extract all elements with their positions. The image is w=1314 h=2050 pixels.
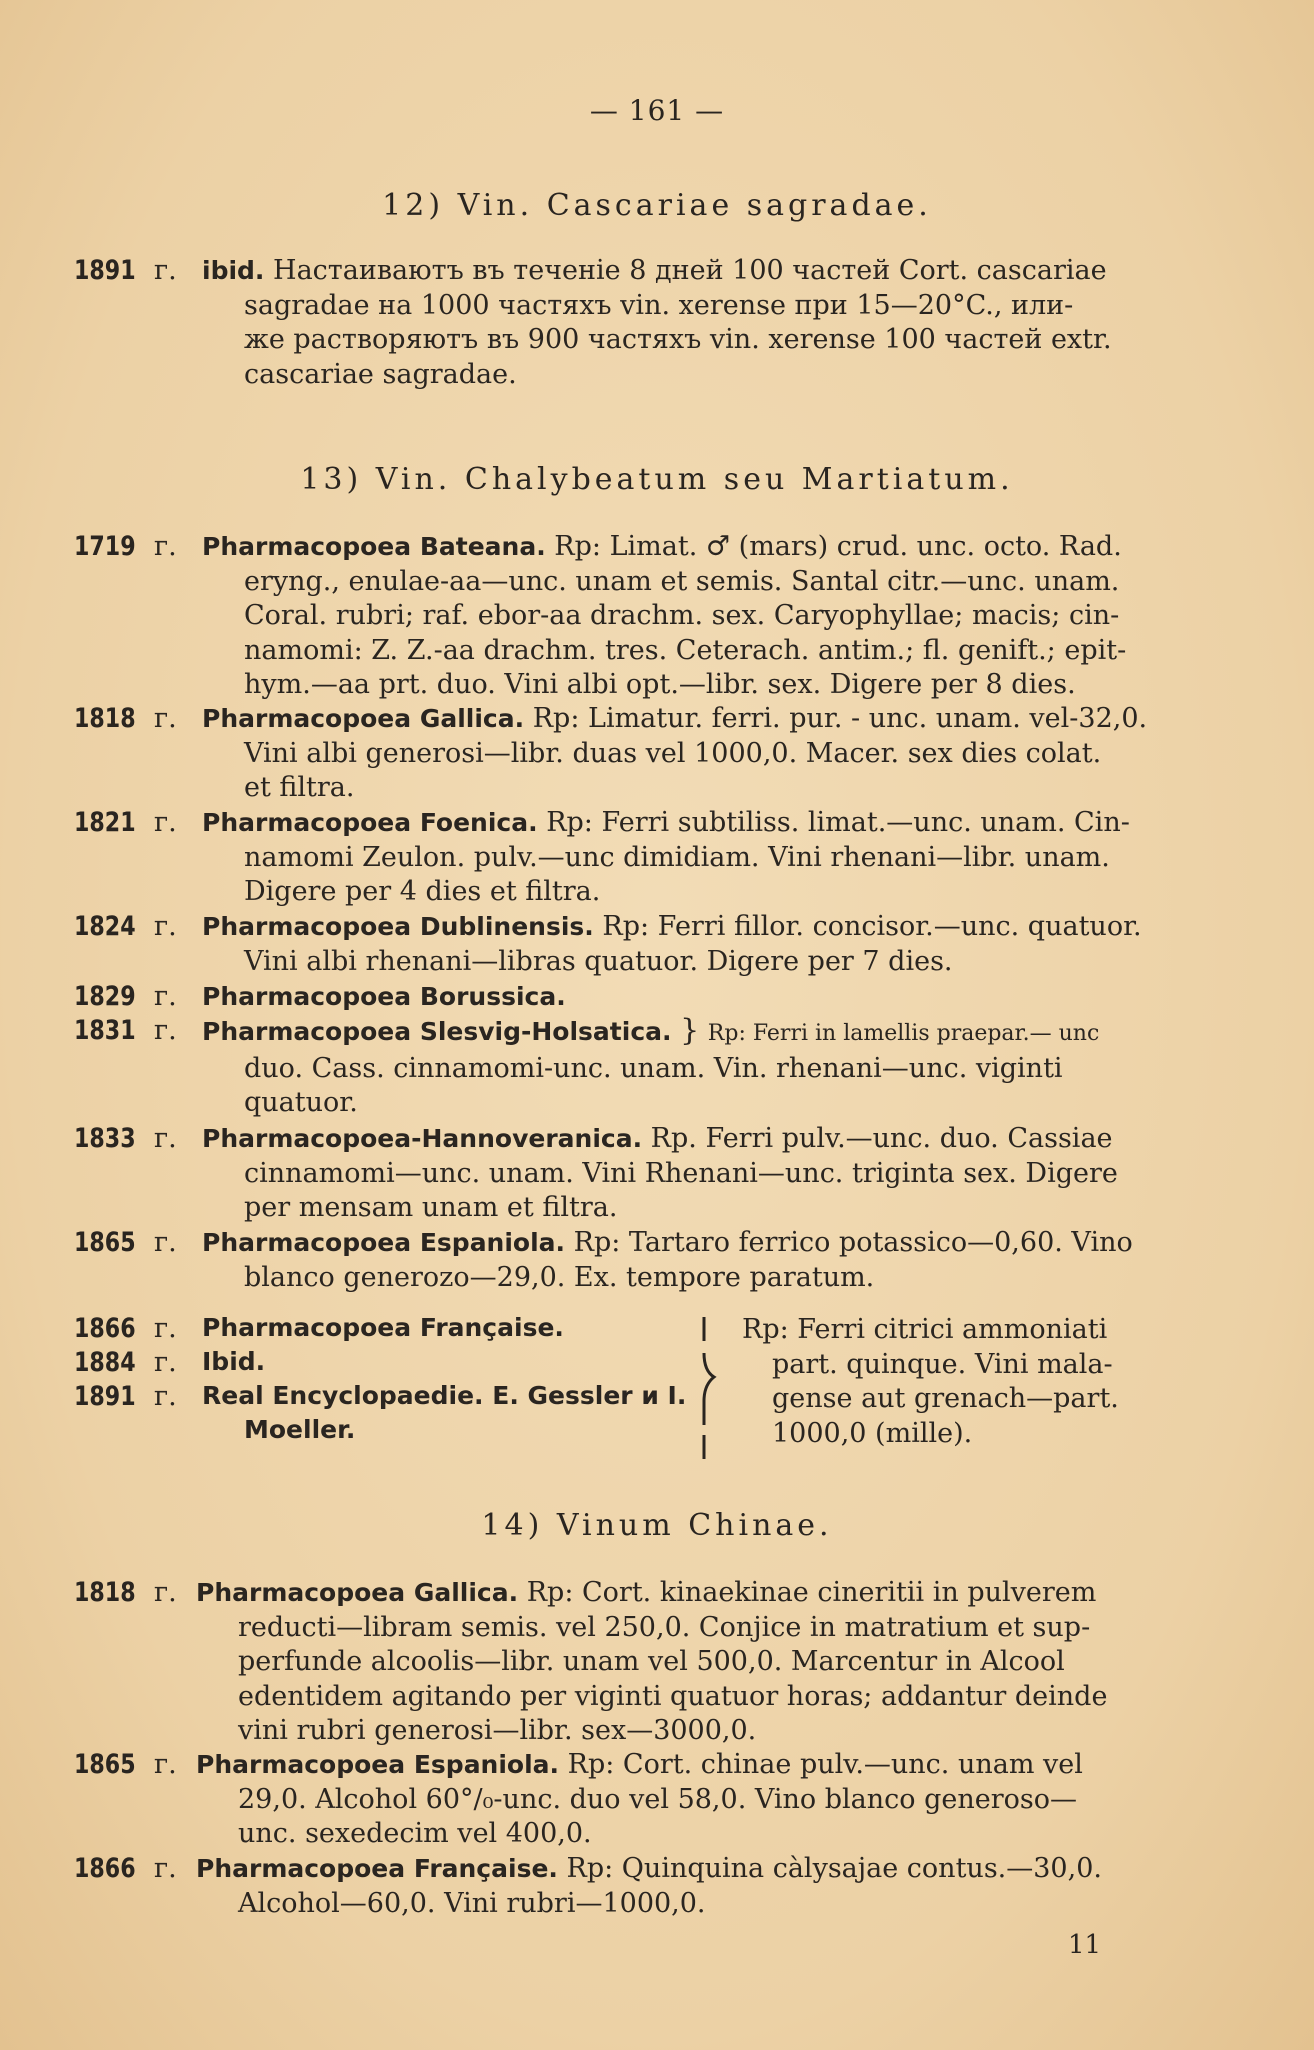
entry-year: 1821 [74, 807, 136, 838]
entry-source: Pharmacopoea Dublinensis. [202, 912, 594, 941]
entry-source: Pharmacopoea Gallica. [202, 704, 525, 733]
entry-text: duo. Cass. cinnamomi-unc. unam. Vin. rhenani—unc. viginti [244, 1052, 1063, 1084]
entry-text: Rp: Ferri citrici ammoniati [742, 1314, 1108, 1345]
entry-year: 1891 [74, 255, 136, 286]
entry-text: gense aut grenach—part. [772, 1383, 1119, 1414]
entry-g: г. [154, 981, 177, 1012]
entry-year: 1866 [74, 1853, 136, 1884]
entry-text: Rp: Quinquina càlysajae contus.—30,0. [566, 1853, 1102, 1884]
entry-source: Pharmacopoea Borussica. [202, 982, 566, 1011]
entry-text: Rp: Limatur. ferri. pur. - unc. unam. vel-32,0. [532, 703, 1148, 734]
entry-1824-dublinensis [74, 910, 1174, 979]
entry-text: Rp: Cort. chinae pulv.—unc. unam vel [567, 1749, 1083, 1780]
entry-year: 1818 [74, 703, 136, 734]
entry-1818-gallica [74, 702, 1174, 806]
entry-g: г. [154, 1347, 177, 1378]
entry-1865-espaniola [74, 1226, 1174, 1295]
entry-year: 1831 [74, 1015, 136, 1046]
section-title-12: 12) Vin. Cascariae sagradae. [382, 188, 932, 223]
entry-g: г. [154, 703, 177, 734]
entry-text: perfunde alcoolis—libr. unam vel 500,0. Marcentur in Alcool [238, 1646, 1065, 1677]
entry-year: 1891 [74, 1381, 136, 1412]
entry-year: 1829 [74, 981, 136, 1012]
entry-1833-hannoveranica [74, 1122, 1174, 1226]
entry-source: Pharmacopoea Française. [196, 1854, 558, 1883]
entry-year: 1865 [74, 1749, 136, 1780]
entry-g: г. [154, 531, 177, 562]
entry-1865-espaniola-chinae [74, 1748, 1174, 1852]
entry-source: Pharmacopoea Gallica. [196, 1578, 519, 1607]
entry-1818-gallica-chinae [74, 1576, 1174, 1749]
entry-text: Rp: Cort. kinaekinae cineritii in pulverem [526, 1577, 1097, 1608]
entry-text: sagradae на 1000 частяхъ vin. xerense при 15—20°C., или- [244, 289, 1074, 321]
entry-year: 1833 [74, 1123, 136, 1154]
entry-g: г. [154, 1123, 177, 1154]
entry-text: et filtra. [244, 772, 355, 803]
entry-text: Rp: Ferri in lamellis praepar.— unc [707, 1021, 1100, 1046]
page-number: — 161 — [589, 94, 725, 127]
entry-g: г. [154, 1853, 177, 1884]
entry-text: Настаиваютъ въ теченіе 8 дней 100 частей Cort. cascariae [273, 255, 1107, 286]
entry-source: ibid. [202, 256, 265, 285]
entry-text: Rp: Tartaro ferrico potassico—0,60. Vino [573, 1227, 1133, 1258]
entry-text: unc. sexedecim vel 400,0. [238, 1818, 592, 1849]
signature-number: 11 [1068, 1930, 1102, 1960]
brace-icon [694, 1313, 734, 1463]
entry-g: г. [154, 1313, 177, 1344]
entry-text: namomi: Z. Z.-aa drachm. tres. Ceterach. antim.; fl. genift.; epit- [244, 634, 1127, 666]
entry-year: 1719 [74, 531, 136, 562]
entry-g: г. [154, 1227, 177, 1258]
entry-g: г. [154, 1015, 177, 1046]
entry-g: г. [154, 911, 177, 942]
entry-text: Digere per 4 dies et filtra. [244, 876, 601, 907]
entry-source: Moeller. [244, 1415, 356, 1444]
entry-source: Real Encyclopaedie. E. Gessler и I. [202, 1381, 687, 1410]
entry-text: quatuor. [244, 1087, 358, 1118]
grouped-entries [74, 1313, 1194, 1463]
entry-text: Coral. rubri; raf. ebor-aa drachm. sex. Caryophyllae; macis; cin- [244, 600, 1120, 631]
entry-text: eryng., enulae-aa—unc. unam et semis. Santal citr.—unc. unam. [244, 565, 1120, 597]
entry-year: 1865 [74, 1227, 136, 1258]
entry-source: Pharmacopoea Française. [202, 1313, 564, 1342]
entry-year: 1824 [74, 911, 136, 942]
entry-text: hym.—aa prt. duo. Vini albi opt.—libr. sex. Digere per 8 dies. [244, 669, 1076, 700]
entry-text: part. quinque. Vini mala- [772, 1348, 1113, 1380]
entry-text: Vini albi rhenani—libras quatuor. Digere per 7 dies. [244, 945, 953, 977]
entry-source: Pharmacopoea-Hannoveranica. [202, 1124, 643, 1153]
entry-source: Pharmacopoea Slesvig-Holsatica. [202, 1017, 672, 1046]
entry-text: Rp. Ferri pulv.—unc. duo. Cassiae [650, 1123, 1113, 1154]
entry-text: 1000,0 (mille). [772, 1417, 973, 1449]
entry-g: г. [154, 807, 177, 838]
entry-text: edentidem agitando per viginti quatuor horas; addantur deinde [238, 1680, 1108, 1712]
entry-text: Rp: Ferri fillor. concisor.—unc. quatuor. [602, 911, 1142, 942]
entry-1821-foenica [74, 806, 1174, 910]
entry-text: vini rubri generosi—libr. sex—3000,0. [238, 1715, 757, 1746]
entry-1829-borussica [74, 980, 1174, 1015]
entry-1891-ibid [74, 254, 1174, 392]
section-title-14: 14) Vinum Chinae. [481, 1508, 833, 1543]
entry-1719 [74, 530, 1174, 703]
entry-text: Alcohol—60,0. Vini rubri—1000,0. [238, 1887, 706, 1919]
entry-source: Pharmacopoea Bateana. [202, 532, 546, 561]
entry-year: 1818 [74, 1577, 136, 1608]
entry-g: г. [154, 255, 177, 286]
entry-g: г. [154, 1749, 177, 1780]
section-title-13: 13) Vin. Chalybeatum seu Martiatum. [300, 462, 1014, 497]
entry-year: 1884 [74, 1347, 136, 1378]
brace-glyph: } [680, 1013, 700, 1048]
entry-source: Pharmacopoea Espaniola. [196, 1750, 560, 1779]
entry-text: Rp: Ferri subtiliss. limat.—unc. unam. Cin- [546, 807, 1130, 838]
entry-source: Pharmacopoea Foenica. [202, 808, 538, 837]
entry-year: 1866 [74, 1313, 136, 1344]
entry-g: г. [154, 1381, 177, 1412]
entry-text: blanco generozo—29,0. Ex. tempore paratum. [244, 1261, 875, 1293]
entry-1831-slesvig [74, 1014, 1174, 1121]
entry-1866-francaise-chinae [74, 1852, 1174, 1921]
entry-text: же растворяютъ въ 900 частяхъ vin. xerense 100 частей extr. [244, 324, 1112, 355]
entry-source: Pharmacopoea Espaniola. [202, 1228, 566, 1257]
entry-text: cascariae sagradae. [244, 358, 517, 390]
entry-text: Vini albi generosi—libr. duas vel 1000,0. Macer. sex dies colat. [244, 737, 1102, 769]
entry-text: Rp: Limat. ♂ (mars) crud. unc. octo. Rad. [554, 531, 1122, 562]
entry-g: г. [154, 1577, 177, 1608]
entry-text: cinnamomi—unc. unam. Vini Rhenani—unc. triginta sex. Digere [244, 1157, 1118, 1189]
entry-text: 29,0. Alcohol 60°/₀-unc. duo vel 58,0. Vino blanco generoso— [238, 1783, 1078, 1815]
entry-text: reducti—libram semis. vel 250,0. Conjice in matratium et sup- [238, 1611, 1091, 1643]
entry-text: namomi Zeulon. pulv.—unc dimidiam. Vini rhenani—libr. unam. [244, 841, 1110, 873]
entry-source: Ibid. [202, 1347, 266, 1376]
group-recipe [742, 1313, 1202, 1451]
entry-text: per mensam unam et filtra. [244, 1192, 618, 1223]
